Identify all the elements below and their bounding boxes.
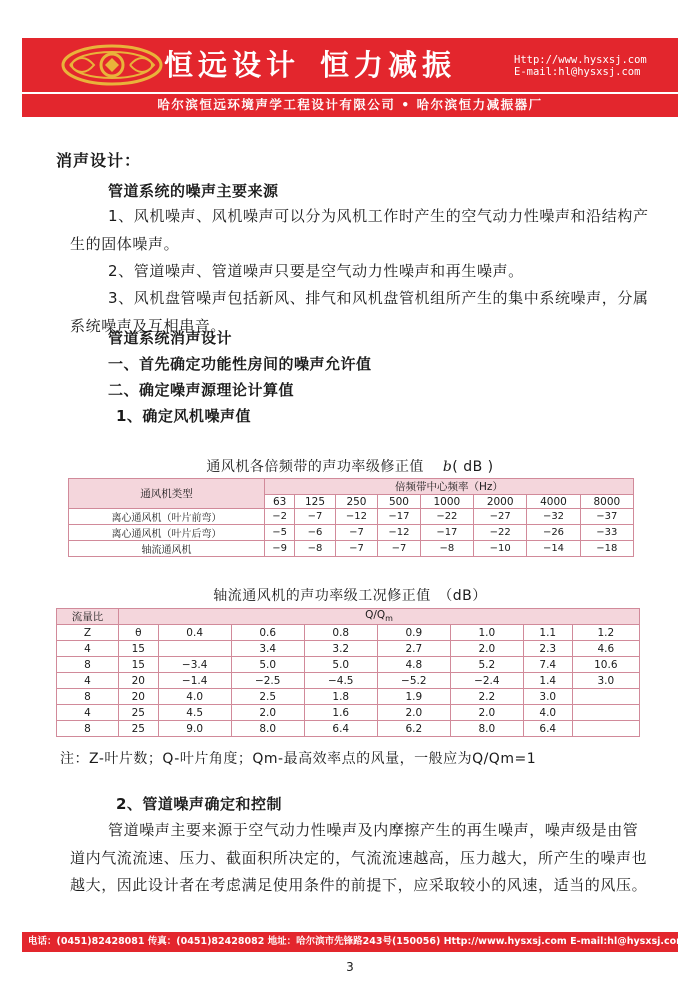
step-heading-2: 二、确定噪声源理论计算值 — [108, 381, 295, 399]
table1-freq: 500 — [378, 495, 421, 509]
table2-subheader: 1.0 — [450, 625, 523, 641]
table1-cell: −22 — [420, 509, 473, 525]
table2-cell: 9.0 — [158, 721, 231, 737]
table2-cell: −3.4 — [158, 657, 231, 673]
table1-freq: 4000 — [527, 495, 580, 509]
table1-cell: −27 — [474, 509, 527, 525]
table1-cell: −12 — [378, 525, 421, 541]
table2-cell: 5.0 — [304, 657, 377, 673]
table2-subheader: θ — [119, 625, 159, 641]
table-row — [69, 541, 634, 557]
table2-cell: 7.4 — [523, 657, 572, 673]
footer-bar — [22, 932, 687, 952]
table2-cell: 8.0 — [231, 721, 304, 737]
table1-row-name: 轴流通风机 — [69, 541, 265, 557]
axial-fan-correction-table — [56, 608, 640, 737]
header-contact — [514, 54, 647, 78]
table1-caption-text: 通风机各倍频带的声功率级修正值 — [206, 459, 424, 475]
table2-cell: −5.2 — [377, 673, 450, 689]
table2-cell: 4 — [57, 673, 119, 689]
table2-cell — [572, 705, 639, 721]
table2-cell: 8 — [57, 689, 119, 705]
table2-cell: −1.4 — [158, 673, 231, 689]
table2-cell: 4.0 — [158, 689, 231, 705]
table2-subheader: 0.8 — [304, 625, 377, 641]
table2-cell: 2.0 — [450, 705, 523, 721]
table-row — [57, 721, 640, 737]
page-title: 消声设计： — [56, 151, 142, 170]
table1-row-name: 离心通风机（叶片前弯） — [69, 509, 265, 525]
table2-cell: −2.5 — [231, 673, 304, 689]
table2-subheader: 1.1 — [523, 625, 572, 641]
table1-cell: −14 — [527, 541, 580, 557]
table1-cell: −37 — [580, 509, 633, 525]
section-heading-silencer-design: 管道系统消声设计 — [108, 329, 233, 347]
table2-cell: −2.4 — [450, 673, 523, 689]
table2-cell: 6.4 — [523, 721, 572, 737]
table1-cell: −26 — [527, 525, 580, 541]
table2-cell: 8 — [57, 721, 119, 737]
table2-subheader: 0.4 — [158, 625, 231, 641]
table2-cell: 2.0 — [377, 705, 450, 721]
table2-subheader: 1.2 — [572, 625, 639, 641]
table2-cell: 15 — [119, 657, 159, 673]
table2-q-subscript: m — [385, 614, 393, 624]
table2-cell: 1.9 — [377, 689, 450, 705]
table1-cell: −12 — [335, 509, 378, 525]
table2-cell: 4 — [57, 641, 119, 657]
table1-freq: 2000 — [474, 495, 527, 509]
table2-cell: 2.3 — [523, 641, 572, 657]
brand-left: 恒远设计 — [164, 48, 301, 82]
step-heading-1: 一、首先确定功能性房间的噪声允许值 — [108, 355, 372, 373]
table2-cell — [572, 721, 639, 737]
table2-cell: 2.0 — [231, 705, 304, 721]
table2-cell: 8.0 — [450, 721, 523, 737]
table1-cell: −18 — [580, 541, 633, 557]
table1-cell: −7 — [335, 541, 378, 557]
table-note: 注：Z-叶片数；Q-叶片角度；Qm-最高效率点的风量，一般应为Q/Qm=1 — [60, 751, 537, 767]
table2-cell: 4.6 — [572, 641, 639, 657]
table2-subheader: 0.9 — [377, 625, 450, 641]
company-bar — [22, 92, 678, 117]
table1-cell: −17 — [420, 525, 473, 541]
paragraph-fan-noise: 1、风机噪声、风机噪声可以分为风机工作时产生的空气动力性噪声和沿结构产生的固体噪声。 — [70, 207, 649, 253]
table2-cell: 25 — [119, 705, 159, 721]
table2-cell: 8 — [57, 657, 119, 673]
table2-cell: 10.6 — [572, 657, 639, 673]
table2-cell: 3.2 — [304, 641, 377, 657]
step-heading-2-1: 1、确定风机噪声值 — [116, 407, 251, 425]
table2-cell: 4.8 — [377, 657, 450, 673]
section-heading-noise-sources: 管道系统的噪声主要来源 — [108, 182, 279, 200]
header-email[interactable]: E-mail:hl@hysxsj.com — [514, 66, 641, 78]
table1-row-name: 离心通风机（叶片后弯） — [69, 525, 265, 541]
paragraph-duct-noise-control: 管道噪声主要来源于空气动力性噪声及内摩擦产生的再生噪声，噪声级是由管道内气流流速、压力、截面积所决定的，气流流速越高，压力越大，所产生的噪声也越大，因此设计者在考虑满足使用条件的前提下，应采取较小的风速，适当的风压。 — [70, 821, 648, 894]
table1-freq: 63 — [265, 495, 295, 509]
table1-freq: 125 — [295, 495, 335, 509]
company-line: 哈尔滨恒远环境声学工程设计有限公司 • 哈尔滨恒力减振器厂 — [157, 97, 543, 112]
table-row — [57, 689, 640, 705]
brand-slogan — [164, 44, 456, 86]
table2-cell: 4 — [57, 705, 119, 721]
table1-cell: −10 — [474, 541, 527, 557]
table2-cell: 2.7 — [377, 641, 450, 657]
table1-cell: −7 — [295, 509, 335, 525]
table1-cell: −8 — [420, 541, 473, 557]
table2-cell — [158, 641, 231, 657]
table1-caption-unit: ( dB ) — [452, 459, 494, 475]
table2-cell: 20 — [119, 689, 159, 705]
table2-q-label: Q/Q — [365, 609, 386, 622]
table-row — [69, 525, 634, 541]
table2-cell: 4.0 — [523, 705, 572, 721]
brand-right: 恒力减振 — [320, 48, 457, 82]
table2-cell: 5.0 — [231, 657, 304, 673]
table1-caption — [0, 456, 700, 476]
table2-caption: 轴流通风机的声功率级工况修正值 （dB） — [213, 588, 487, 604]
table1-cell: −6 — [295, 525, 335, 541]
table2-cell: 2.5 — [231, 689, 304, 705]
table2-cell — [572, 689, 639, 705]
table1-freq: 8000 — [580, 495, 633, 509]
table2-cell: −4.5 — [304, 673, 377, 689]
table1-cell: −8 — [295, 541, 335, 557]
table1-cell: −32 — [527, 509, 580, 525]
table2-col1-header: 流量比 — [57, 609, 119, 625]
table2-cell: 4.5 — [158, 705, 231, 721]
table2-cell: 1.4 — [523, 673, 572, 689]
table2-cell: 2.2 — [450, 689, 523, 705]
table2-cell: 3.0 — [523, 689, 572, 705]
table1-cell: −5 — [265, 525, 295, 541]
table2-q-header — [119, 609, 640, 625]
table1-group-header: 倍频带中心频率（Hz） — [265, 479, 634, 495]
table2-cell: 3.0 — [572, 673, 639, 689]
table1-cell: −33 — [580, 525, 633, 541]
table1-cell: −7 — [378, 541, 421, 557]
table-row — [57, 673, 640, 689]
table2-cell: 5.2 — [450, 657, 523, 673]
page-number: 3 — [346, 960, 354, 974]
table2-cell: 6.4 — [304, 721, 377, 737]
footer-contact: 电话：(0451)82428081 传真：(0451)82428082 地址：哈尔滨市先锋路243号(150056) Http://www.hysxsj.com E-mail:hl@hysxsj.com — [28, 936, 687, 947]
table1-freq: 1000 — [420, 495, 473, 509]
octave-band-correction-table — [68, 478, 634, 557]
table1-cell: −2 — [265, 509, 295, 525]
table2-cell: 6.2 — [377, 721, 450, 737]
table2-cell: 2.0 — [450, 641, 523, 657]
table1-type-header: 通风机类型 — [69, 479, 265, 509]
step-heading-2-2: 2、管道噪声确定和控制 — [116, 795, 282, 813]
table1-cell: −9 — [265, 541, 295, 557]
table2-subheader: Z — [57, 625, 119, 641]
company-logo-icon — [60, 43, 164, 87]
table2-cell: 25 — [119, 721, 159, 737]
table2-cell: 15 — [119, 641, 159, 657]
header-banner — [22, 38, 678, 92]
table2-cell: 1.8 — [304, 689, 377, 705]
paragraph-duct-noise: 2、管道噪声、管道噪声只要是空气动力性噪声和再生噪声。 — [108, 262, 524, 280]
table-row — [57, 657, 640, 673]
header-url[interactable]: Http://www.hysxsj.com — [514, 54, 647, 66]
table2-subheader: 0.6 — [231, 625, 304, 641]
table2-cell: 3.4 — [231, 641, 304, 657]
table-row — [69, 509, 634, 525]
table2-cell: 20 — [119, 673, 159, 689]
table1-cell: −22 — [474, 525, 527, 541]
table1-caption-symbol: b — [442, 459, 453, 475]
table-row — [57, 705, 640, 721]
table2-cell: 1.6 — [304, 705, 377, 721]
table1-cell: −7 — [335, 525, 378, 541]
table-row — [57, 641, 640, 657]
table1-freq: 250 — [335, 495, 378, 509]
paragraph-fan-coil-noise: 3、风机盘管噪声包括新风、排气和风机盘管机组所产生的集中系统噪声，分属系统噪声及互相串音。 — [70, 289, 649, 335]
table1-cell: −17 — [378, 509, 421, 525]
